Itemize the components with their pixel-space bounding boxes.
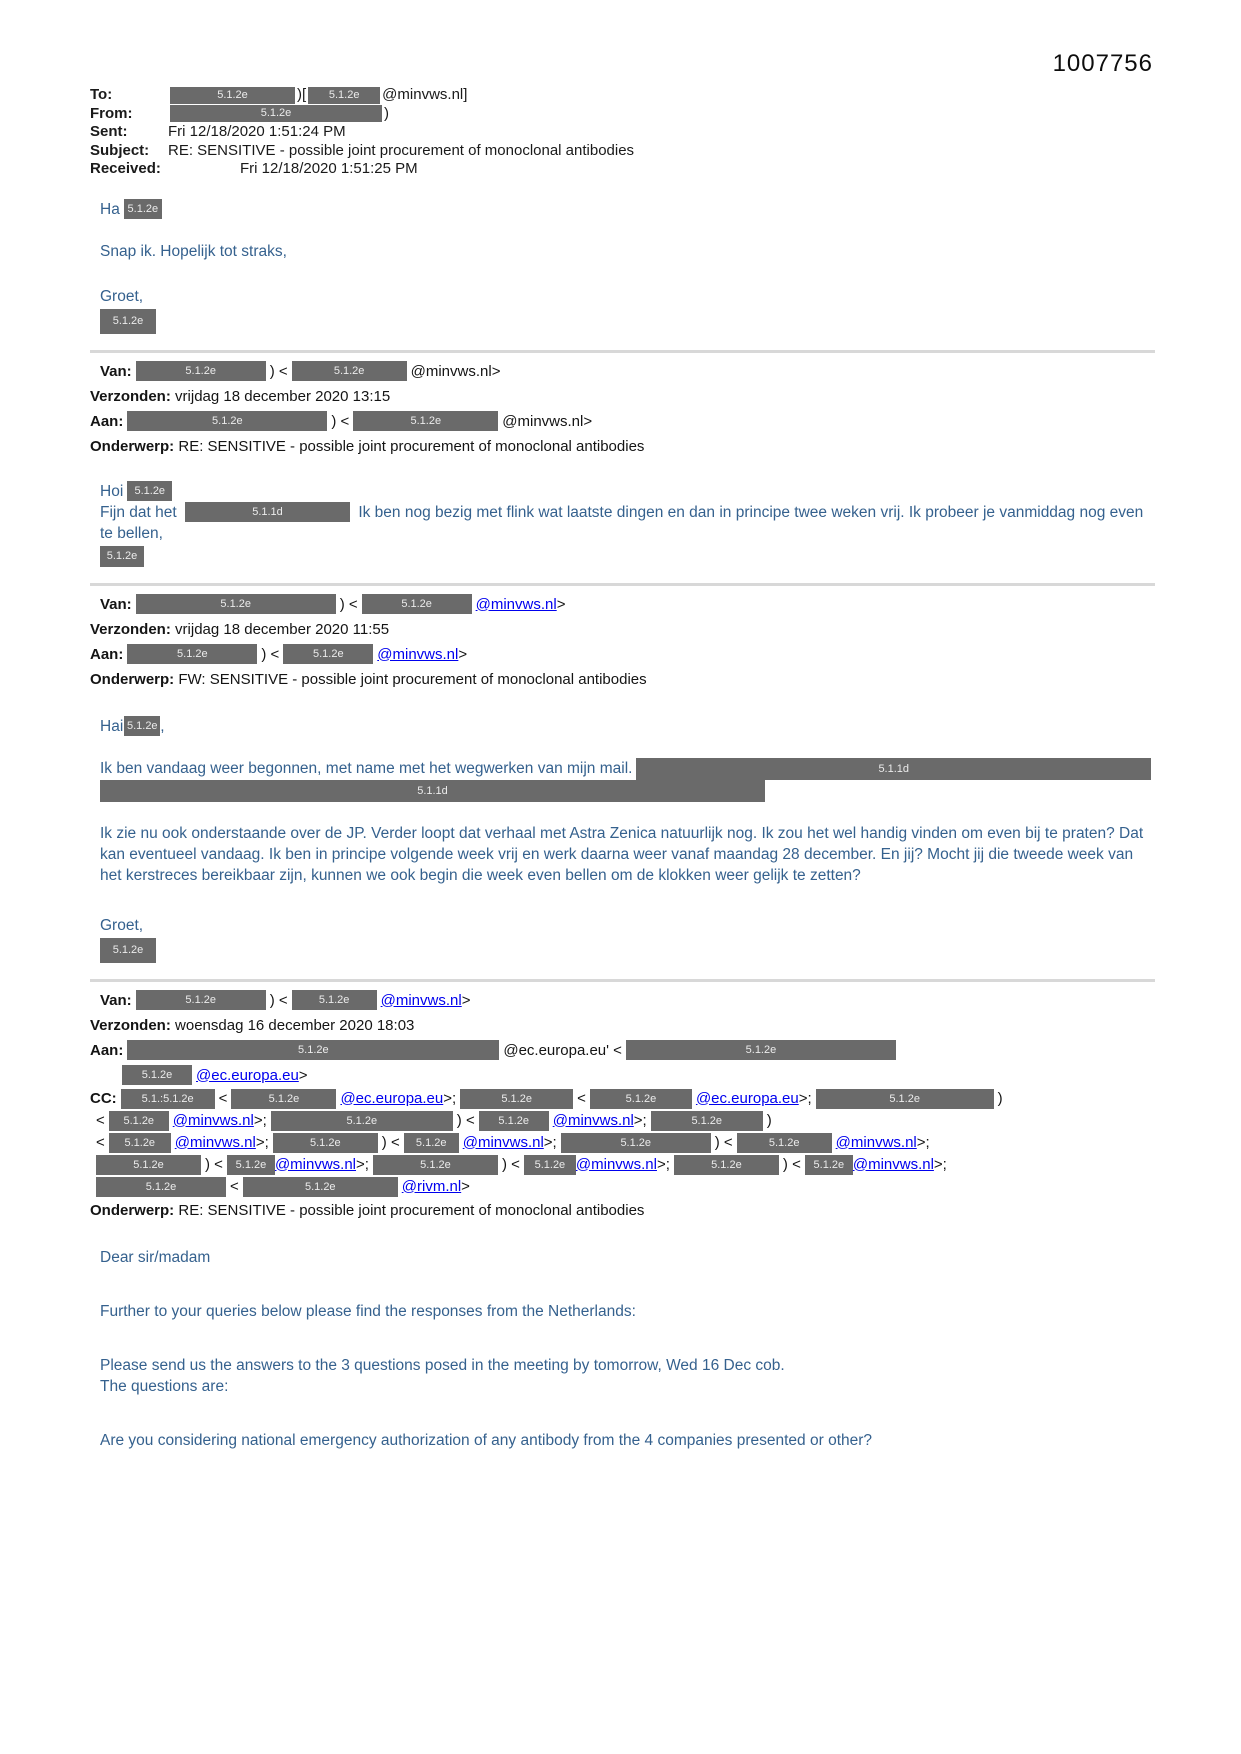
separator-text: >;	[253, 1111, 267, 1129]
separator-text: >;	[798, 1089, 812, 1107]
quote1-aan-line	[90, 409, 1155, 434]
header-received-label: Received:	[90, 160, 161, 177]
email-link-minvws[interactable]: @minvws.nl	[380, 991, 462, 1009]
separator-text: >;	[443, 1089, 457, 1107]
quote1-onderwerp-label: Onderwerp:	[90, 437, 175, 455]
message2-greeting: Hoi	[100, 482, 124, 500]
redaction-box: 5.1.2e	[308, 87, 380, 104]
header-subject-label: Subject:	[90, 141, 150, 159]
header-to-separator: )[	[297, 86, 307, 103]
english-salutation: Dear sir/madam	[100, 1248, 211, 1266]
quote3-cc-label: CC:	[90, 1089, 117, 1107]
redaction-box: 5.1.2e	[292, 990, 377, 1010]
separator-text: )	[997, 1089, 1003, 1107]
header-subject-row	[90, 142, 1155, 161]
quote3-van-label: Van:	[100, 991, 132, 1009]
message2-text-after: Ik ben nog bezig met flink wat laatste dingen en dan in principe twee weken vrij. Ik probeer je vanmiddag nog even te bellen,	[100, 503, 1144, 542]
separator-text: >;	[916, 1133, 930, 1151]
redaction-box: 5.1.2e	[100, 546, 144, 567]
quote2-aan-line	[90, 642, 1155, 667]
quoted-header-2	[90, 592, 1155, 692]
header-from-row	[90, 105, 1155, 124]
redaction-box: 5.1.2e	[127, 411, 327, 431]
quote3-cc-line2	[90, 1110, 1155, 1132]
message3-line1	[100, 758, 1155, 780]
quote1-van-line	[90, 359, 1155, 384]
message3-line2	[100, 780, 1155, 802]
redaction-box: 5.1.2e	[124, 199, 162, 219]
header-to-domain: @minvws.nl]	[382, 86, 468, 103]
header-sent-label: Sent:	[90, 123, 128, 140]
header-from-separator: )	[384, 104, 389, 122]
redaction-box: 5.1.2e	[353, 411, 498, 431]
redaction-box: 5.1.2e	[816, 1089, 994, 1109]
header-received-row	[90, 160, 1155, 179]
separator-text: ) <	[331, 412, 350, 430]
redaction-box: 5.1.2e	[460, 1089, 573, 1109]
redaction-box: 5.1.2e	[100, 938, 156, 963]
email-link-minvws[interactable]: @minvws.nl	[274, 1155, 357, 1173]
quote2-verzonden-label: Verzonden:	[90, 620, 171, 638]
redaction-box: 5.1.2e	[124, 716, 160, 736]
quote1-verzonden-value: vrijdag 18 december 2020 13:15	[175, 387, 391, 405]
redaction-box: 5.1.2e	[626, 1040, 896, 1060]
quote2-aan-label: Aan:	[90, 645, 124, 663]
quote2-van-line	[90, 592, 1155, 617]
quote3-aan-line2	[90, 1063, 1155, 1088]
redaction-box: 5.1.1d	[185, 502, 350, 522]
quote2-onderwerp-value: FW: SENSITIVE - possible joint procurement of monoclonal antibodies	[178, 670, 647, 688]
redaction-box: 5.1.2e	[362, 594, 472, 614]
quote3-van-line	[90, 988, 1155, 1013]
quote3-aan-label: Aan:	[90, 1041, 124, 1059]
message3-line1-text: Ik ben vandaag weer begonnen, met name met het wegwerken van mijn mail.	[100, 760, 633, 777]
message1-greeting-line	[100, 199, 1155, 220]
separator-text: <	[96, 1111, 105, 1129]
english-p3: Are you considering national emergency authorization of any antibody from the 4 companies presented or other?	[100, 1431, 873, 1449]
redaction-box: 5.1.2e	[271, 1111, 453, 1131]
quote3-verzonden-value: woensdag 16 december 2020 18:03	[175, 1016, 415, 1034]
redaction-box: 5.1.2e	[231, 1089, 336, 1109]
redaction-box: 5.1.2e	[96, 1155, 201, 1175]
separator-text: ) <	[501, 1155, 520, 1173]
redaction-box: 5.1.2e	[590, 1089, 692, 1109]
separator-text: >	[298, 1066, 308, 1084]
redaction-box: 5.1.:5.1.2e	[121, 1089, 215, 1109]
redaction-box: 5.1.2e	[122, 1065, 192, 1085]
message-2	[90, 481, 1155, 567]
separator-text: <	[218, 1089, 228, 1107]
message-english	[90, 1247, 1155, 1451]
separator-text: )	[766, 1111, 772, 1129]
quote1-onderwerp-value: RE: SENSITIVE - possible joint procurement of monoclonal antibodies	[178, 437, 645, 455]
quote1-aan-domain: @minvws.nl>	[502, 412, 593, 430]
quote2-onderwerp-label: Onderwerp:	[90, 670, 175, 688]
quote2-onderwerp-line	[90, 667, 1155, 692]
redaction-box: 5.1.2e	[373, 1155, 498, 1175]
redaction-box: 5.1.2e	[109, 1111, 169, 1131]
redaction-box: 5.1.2e	[561, 1133, 711, 1153]
separator-text: <	[230, 1177, 239, 1195]
header-to-row	[90, 86, 1155, 105]
quote1-aan-label: Aan:	[90, 412, 124, 430]
quote3-verzonden-line	[90, 1013, 1155, 1038]
email-link-minvws[interactable]: @minvws.nl	[852, 1155, 934, 1173]
redaction-box: 5.1.2e	[109, 1133, 171, 1153]
separator-text: >;	[255, 1133, 269, 1151]
english-p1: Further to your queries below please find the responses from the Netherlands:	[100, 1302, 636, 1320]
redaction-box: 5.1.2e	[170, 105, 382, 122]
message1-greeting: Ha	[100, 200, 120, 218]
separator-text: >	[461, 991, 471, 1009]
english-p2-line2: The questions are:	[100, 1377, 229, 1395]
message3-paragraph: Ik zie nu ook onderstaande over de JP. Verder loopt dat verhaal met Astra Zenica natuurlijk nog. Ik zou het wel handig vinden om even bij te praten? Dat kan eventueel vandaag. Ik ben in principe volgende week vrij en werk daarna weer vanaf maandag 28 december. En jij? Mocht jij die tweede week van het kerstreces bereikbaar zijn, kunnen we ook begin die week even bellen om de klokken weer gelijk te zetten?	[100, 824, 1144, 884]
header-received-value: Fri 12/18/2020 1:51:25 PM	[240, 160, 418, 177]
redaction-box: 5.1.2e	[227, 1155, 275, 1175]
redaction-box: 5.1.2e	[127, 1040, 499, 1060]
quote1-van-label: Van:	[100, 362, 132, 380]
separator-text: ) <	[456, 1111, 475, 1129]
header-sent-row	[90, 123, 1155, 142]
separator-text: ) <	[782, 1155, 801, 1173]
message1-body: Snap ik. Hopelijk tot straks,	[100, 242, 287, 260]
message3-greeting: Hai	[100, 717, 124, 735]
separator-text: ) <	[269, 991, 288, 1009]
redaction-box: 5.1.2e	[674, 1155, 779, 1175]
header-from-label: From:	[90, 104, 133, 122]
quote2-verzonden-line	[90, 617, 1155, 642]
email-link-ec[interactable]: @ec.europa.eu	[695, 1089, 799, 1107]
email-link-minvws[interactable]: @minvws.nl	[172, 1111, 254, 1129]
separator-text: >;	[633, 1111, 647, 1129]
quote3-aan-ec-text: @ec.europa.eu' <	[503, 1041, 622, 1059]
separator-text: >;	[933, 1155, 947, 1173]
quoted-header-1	[90, 359, 1155, 459]
quote3-onderwerp-line	[90, 1198, 1155, 1223]
separator-text: >;	[543, 1133, 557, 1151]
separator-rule	[90, 350, 1155, 353]
english-p2-line1: Please send us the answers to the 3 questions posed in the meeting by tomorrow, Wed 16 Dec cob.	[100, 1356, 785, 1374]
email-link-rivm[interactable]: @rivm.nl	[401, 1177, 462, 1195]
separator-rule	[90, 979, 1155, 982]
message-3	[90, 716, 1155, 963]
separator-rule	[90, 583, 1155, 586]
separator-text: >	[458, 645, 468, 663]
redaction-box: 5.1.2e	[170, 87, 295, 104]
quote3-onderwerp-value: RE: SENSITIVE - possible joint procurement of monoclonal antibodies	[178, 1201, 645, 1219]
quote1-verzonden-line	[90, 384, 1155, 409]
redaction-box: 5.1.2e	[283, 644, 373, 664]
separator-text: ,	[160, 717, 165, 735]
quote2-van-label: Van:	[100, 595, 132, 613]
quote2-verzonden-value: vrijdag 18 december 2020 11:55	[175, 620, 390, 638]
redaction-box: 5.1.2e	[136, 361, 266, 381]
email-header	[90, 86, 1155, 179]
document-number: 1007756	[1052, 50, 1153, 77]
message3-greeting-line	[100, 716, 1155, 737]
message1-closing: Groet,	[100, 287, 144, 305]
quote3-cc-line3	[90, 1132, 1155, 1154]
email-link-minvws[interactable]: @minvws.nl	[552, 1111, 634, 1129]
quote3-aan-line1	[90, 1038, 1155, 1063]
separator-text: ) <	[381, 1133, 400, 1151]
quoted-header-3	[90, 988, 1155, 1223]
redaction-box: 5.1.1d	[100, 780, 765, 802]
quote3-onderwerp-label: Onderwerp:	[90, 1201, 175, 1219]
separator-text: ) <	[339, 595, 358, 613]
redaction-box: 5.1.2e	[651, 1111, 763, 1131]
redaction-box: 5.1.2e	[100, 309, 156, 334]
redaction-box: 5.1.2e	[292, 361, 407, 381]
quote3-cc-line5	[90, 1176, 1155, 1198]
redaction-box: 5.1.2e	[737, 1133, 832, 1153]
email-link-minvws[interactable]: @minvws.nl	[475, 595, 557, 613]
separator-text: ) <	[714, 1133, 733, 1151]
email-link-ec[interactable]: @ec.europa.eu	[340, 1089, 444, 1107]
redaction-box: 5.1.2e	[524, 1155, 576, 1175]
message-1	[90, 199, 1155, 334]
header-subject-value: RE: SENSITIVE - possible joint procurement of monoclonal antibodies	[168, 141, 635, 159]
quote1-verzonden-label: Verzonden:	[90, 387, 171, 405]
redaction-box: 5.1.1d	[636, 758, 1151, 780]
redaction-box: 5.1.2e	[136, 594, 336, 614]
separator-text: ) <	[261, 645, 280, 663]
quote1-van-domain: @minvws.nl>	[410, 362, 501, 380]
redaction-box: 5.1.2e	[96, 1177, 226, 1197]
quote3-verzonden-label: Verzonden:	[90, 1016, 171, 1034]
header-to-label: To:	[90, 86, 113, 103]
message2-greeting-line	[100, 481, 1155, 502]
separator-text: >	[461, 1177, 470, 1195]
redaction-box: 5.1.2e	[404, 1133, 459, 1153]
message2-text-before: Fijn dat het	[100, 503, 177, 521]
separator-text: <	[96, 1133, 105, 1151]
quote3-cc-line4	[90, 1154, 1155, 1176]
email-link-ec[interactable]: @ec.europa.eu	[196, 1066, 299, 1084]
redaction-box: 5.1.2e	[479, 1111, 549, 1131]
redaction-box: 5.1.2e	[273, 1133, 378, 1153]
redaction-box: 5.1.2e	[805, 1155, 853, 1175]
email-link-minvws[interactable]: @minvws.nl	[462, 1133, 544, 1151]
redaction-box: 5.1.2e	[127, 644, 257, 664]
quote3-cc-line1	[90, 1088, 1155, 1110]
redaction-box: 5.1.2e	[243, 1177, 398, 1197]
separator-text: >;	[656, 1155, 670, 1173]
header-sent-value: Fri 12/18/2020 1:51:24 PM	[168, 123, 346, 140]
message3-closing: Groet,	[100, 916, 144, 934]
separator-text: >;	[356, 1155, 369, 1173]
email-link-minvws[interactable]: @minvws.nl	[835, 1133, 917, 1151]
separator-text: ) <	[205, 1155, 223, 1173]
separator-text: >	[556, 595, 566, 613]
redaction-box: 5.1.2e	[127, 481, 172, 501]
email-link-minvws[interactable]: @minvws.nl	[174, 1133, 256, 1151]
message2-body	[100, 502, 1155, 544]
separator-text: ) <	[269, 362, 288, 380]
email-link-minvws[interactable]: @minvws.nl	[377, 645, 459, 663]
redaction-box: 5.1.2e	[136, 990, 266, 1010]
separator-text: <	[577, 1089, 586, 1107]
email-link-minvws[interactable]: @minvws.nl	[575, 1155, 657, 1173]
quote1-onderwerp-line	[90, 434, 1155, 459]
